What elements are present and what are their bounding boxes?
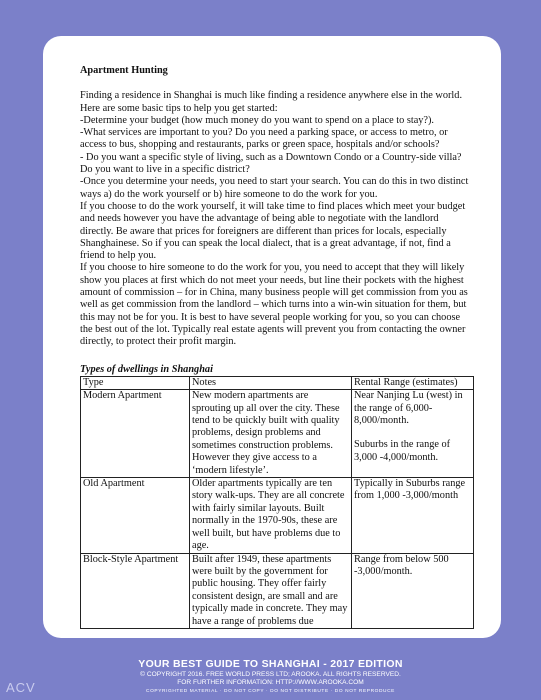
table-row bbox=[81, 553, 474, 628]
cell-type: Modern Apartment bbox=[81, 390, 190, 478]
cell-type: Block-Style Apartment bbox=[81, 553, 190, 628]
paragraph-style: - Do you want a specific style of living, such as a Downtown Condo or a Country-side villa? Do you want to live in a specific district? bbox=[80, 151, 462, 176]
header-notes: Notes bbox=[190, 376, 352, 389]
cell-range: Range from below 500 -3,000/month. bbox=[352, 553, 474, 628]
table-title: Types of dwellings in Shanghai bbox=[80, 363, 213, 375]
document-body bbox=[80, 65, 473, 629]
cell-range bbox=[352, 390, 474, 478]
cell-notes: Built after 1949, these apartments were built by the government for public housing. They offer fairly consistent design, are small and are typically made in concrete. They may have a range of problems due bbox=[190, 553, 352, 628]
cell-notes: Older apartments typically are ten story walk-ups. They are all concrete with fairly similar layouts. Built normally in the 1970-90s, these are well built, but have problems due to age. bbox=[190, 478, 352, 553]
document-heading: Apartment Hunting bbox=[80, 65, 168, 76]
range-line: Near Nanjing Lu (west) in the range of 6,000-8,000/month. bbox=[354, 390, 463, 427]
header-type: Type bbox=[81, 376, 190, 389]
paragraph-diy: If you choose to do the work yourself, it will take time to find places which meet your budget and needs however you have the advantage of being able to negotiate with the landlord directly. Be aware that prices for foreigners are different than prices for locals, especially Shanghainese. So if you can speak the local dialect, that is a great advantage, if not, find a friend to help you. bbox=[80, 200, 466, 262]
footer-notice: COPYRIGHTED MATERIAL · DO NOT COPY · DO NOT DISTRIBUTE · DO NOT REPRODUCE bbox=[146, 689, 395, 694]
range-line: Suburbs in the range of 3,000 -4,000/month. bbox=[354, 439, 451, 463]
paragraph-services: -What services are important to you? Do you need a parking space, or access to metro, or access to bus, shopping and restaurants, parks or green space, hospitals and/or schools? bbox=[80, 127, 448, 151]
cell-notes: New modern apartments are sprouting up all over the city. These tend to be quickly built with quality problems, design problems and sometimes construction problems. However they give access to a ‘modern lifestyle’. bbox=[190, 390, 352, 478]
cell-type: Old Apartment bbox=[81, 478, 190, 553]
paragraph-agent: If you choose to hire someone to do the work for you, you need to accept that they will likely show you places at first which do not meet your needs, but line their pockets with the highest amount of commission – for in China, many business people will get commission from you as well as get commission from the landlord – which turns into a win-win situation for them, but this may not be for you. It is best to have several people working for you, so you can choose the best out of the lot. Typically real estate agents will prevent you from contacting the owner directly, to protect their profit margin. bbox=[80, 262, 468, 348]
watermark: ACV bbox=[6, 680, 36, 695]
paragraph-intro: Finding a residence in Shanghai is much like finding a residence anywhere else in the world. Here are some basic tips to help you get started: bbox=[80, 90, 463, 114]
page-card bbox=[43, 36, 501, 638]
table-row bbox=[81, 478, 474, 553]
table-header-row bbox=[81, 376, 474, 389]
footer-copyright-block bbox=[0, 671, 541, 688]
footer-copyright: © COPYRIGHT 2016. FREE WORLD PRESS LTD; AROOKA. ALL RIGHTS RESERVED. bbox=[140, 671, 401, 678]
footer-title: YOUR BEST GUIDE TO SHANGHAI - 2017 EDITION bbox=[138, 658, 403, 670]
paragraph-search: -Once you determine your needs, you need to start your search. You can do this in two distinct ways a) do the work yourself or b) hire someone to do the work for you. bbox=[80, 176, 469, 200]
header-range: Rental Range (estimates) bbox=[352, 376, 474, 389]
table-row bbox=[81, 390, 474, 478]
dwellings-table bbox=[80, 376, 474, 629]
paragraph-budget: -Determine your budget (how much money do you want to spend on a place to stay?). bbox=[80, 114, 435, 126]
footer-info: FOR FURTHER INFORMATION: HTTP://WWW.AROOKA.COM bbox=[177, 679, 364, 687]
cell-range: Typically in Suburbs range from 1,000 -3,000/month bbox=[352, 478, 474, 553]
